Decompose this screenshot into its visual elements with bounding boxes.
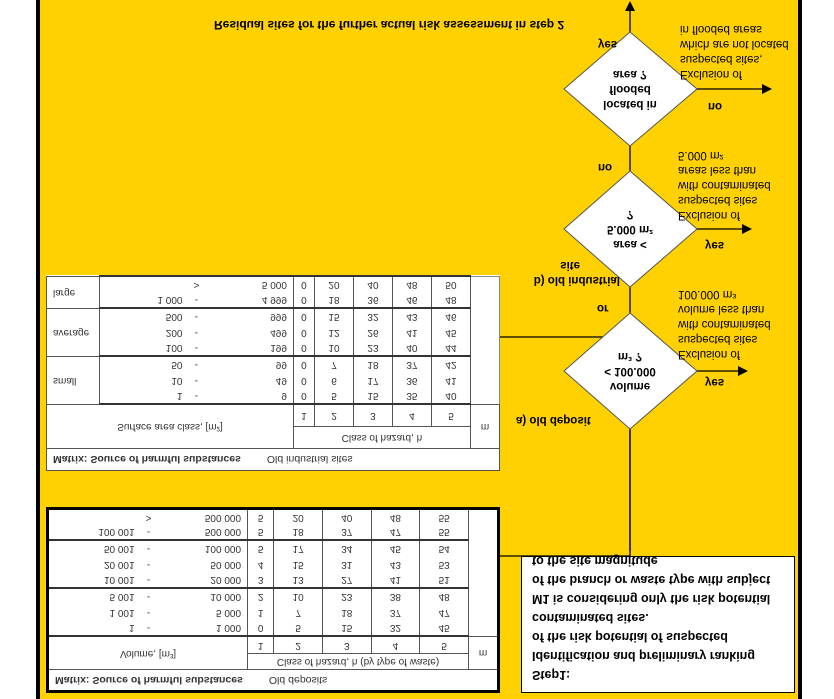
range-to: 500 000 <box>157 509 248 525</box>
range-to: 4 999 <box>204 293 293 309</box>
step1-line: to the site magnitude <box>532 554 658 568</box>
range-from <box>48 509 141 525</box>
d1-arrow-icon <box>738 366 748 376</box>
deposits-table <box>46 507 500 693</box>
score-cell: 32 <box>371 621 420 637</box>
table-row <box>48 525 499 541</box>
class-header: 2 <box>274 637 323 654</box>
class-header: 4 <box>392 405 431 427</box>
score-cell: 18 <box>274 525 323 541</box>
d1-yes-label: yes <box>705 376 725 388</box>
range-sep: - <box>188 293 204 309</box>
score-cell: 36 <box>353 293 392 309</box>
score-cell: 0 <box>293 389 314 405</box>
range-to: 99 <box>204 357 293 373</box>
step1-line: Step1: <box>532 668 571 682</box>
diamond-volume-text <box>580 348 680 393</box>
class-header: 1 <box>293 405 314 427</box>
class-header: 5 <box>420 637 469 654</box>
score-cell: 37 <box>322 525 371 541</box>
score-cell: 0 <box>293 373 314 389</box>
exclusion-line: Exclusion of <box>678 209 741 221</box>
d1-line: < 100.000 <box>604 365 656 377</box>
score-cell: 5 <box>248 525 274 541</box>
score-cell: 15 <box>353 389 392 405</box>
score-cell: 50 <box>431 277 470 293</box>
score-cell: 51 <box>420 573 469 589</box>
score-cell: 7 <box>274 605 323 621</box>
range-to: 100 000 <box>157 541 248 557</box>
score-cell: 15 <box>314 309 353 325</box>
step1-line: Identification and preliminary ranking <box>532 649 755 663</box>
table-row <box>48 621 499 637</box>
score-cell: 34 <box>322 541 371 557</box>
score-cell: 27 <box>322 573 371 589</box>
result-label: Residual sites for the further actual risk assessment in step 2 <box>214 18 565 32</box>
score-cell: 37 <box>371 605 420 621</box>
class-header: 4 <box>371 637 420 654</box>
d2-line: 5.000 m² <box>606 223 654 235</box>
step1-line: of the branch or waste type with subject <box>532 573 771 587</box>
score-cell: 42 <box>431 357 470 373</box>
size-group-label: large <box>47 277 100 309</box>
score-cell: 45 <box>420 621 469 637</box>
score-cell: 53 <box>420 557 469 573</box>
score-cell: 40 <box>431 389 470 405</box>
score-cell: 20 <box>314 277 353 293</box>
range-from: 5 001 <box>48 589 141 605</box>
range-from: 1 <box>100 389 189 405</box>
table-row <box>47 309 500 325</box>
range-from: 1 <box>48 621 141 637</box>
deposits-row-header: Volume, [m³] <box>48 637 248 670</box>
score-cell: 15 <box>274 557 323 573</box>
exclusion-line: in flooded areas <box>680 23 762 35</box>
deposits-title: Matrix: Source of harmful substances Old deposits <box>48 670 499 692</box>
range-sep: - <box>194 327 199 338</box>
step1-box <box>521 556 795 693</box>
score-cell: 48 <box>392 277 431 293</box>
d3-arrow-icon <box>762 84 772 94</box>
score-cell: 46 <box>392 293 431 309</box>
d3-line: area ? <box>613 68 647 80</box>
range-sep: - <box>194 375 199 386</box>
exclusion-line: suspected sites <box>678 333 758 345</box>
score-cell: 41 <box>371 573 420 589</box>
range-from: 1 000 <box>100 293 189 309</box>
table-row <box>47 325 500 341</box>
d2-arrow-icon <box>742 224 752 234</box>
score-cell: 47 <box>371 525 420 541</box>
score-cell: 17 <box>353 373 392 389</box>
score-cell: 1 <box>248 605 274 621</box>
score-cell: 5 <box>314 389 353 405</box>
score-cell: 6 <box>314 373 353 389</box>
table-row <box>47 277 500 293</box>
d1-line: m³ ? <box>617 350 643 362</box>
range-from: 10 001 <box>48 573 141 589</box>
range-to: 1 000 <box>157 621 248 637</box>
score-cell: 43 <box>392 309 431 325</box>
score-cell: 36 <box>392 373 431 389</box>
d2-yes-label: yes <box>705 239 725 251</box>
score-cell: 35 <box>392 389 431 405</box>
range-from: 100 001 <box>48 525 141 541</box>
diamond-flooded-text <box>580 66 680 111</box>
class-header: 1 <box>248 637 274 654</box>
table-row <box>48 589 499 605</box>
industrial-col-group: Class of hazard, h <box>293 427 470 449</box>
score-cell: 46 <box>431 309 470 325</box>
score-cell: 0 <box>293 293 314 309</box>
industrial-row-header: Surface area class, [m²] <box>47 405 294 449</box>
score-cell: 23 <box>353 341 392 357</box>
score-cell: 55 <box>420 525 469 541</box>
d3-line: located in <box>603 98 657 110</box>
score-cell: 0 <box>293 277 314 293</box>
score-cell: 0 <box>293 325 314 341</box>
table-row <box>48 509 499 525</box>
table-row <box>47 373 500 389</box>
range-sep: - <box>146 607 151 618</box>
exclusion-line: areas less than <box>678 164 756 176</box>
score-cell: 26 <box>353 325 392 341</box>
class-header: 3 <box>322 637 371 654</box>
range-to: 199 <box>204 341 293 357</box>
score-cell: 18 <box>353 357 392 373</box>
score-cell: 37 <box>392 357 431 373</box>
range-to: 10 000 <box>157 589 248 605</box>
range-sep: - <box>188 309 204 325</box>
range-to: 5 000 <box>157 605 248 621</box>
d3-line: flooded <box>609 83 651 95</box>
score-cell: 15 <box>322 621 371 637</box>
range-sep: > <box>188 277 204 293</box>
range-from: 1 001 <box>48 605 141 621</box>
range-sep: - <box>188 341 204 357</box>
score-cell: 0 <box>293 309 314 325</box>
score-cell: 0 <box>248 621 274 637</box>
d2-no-label: no <box>598 161 613 173</box>
table-row <box>47 293 500 309</box>
branch-b-label <box>516 257 620 287</box>
range-sep: > <box>141 509 157 525</box>
d3-no-label: no <box>708 100 723 112</box>
score-cell: 0 <box>293 341 314 357</box>
d3-exclusion-text <box>680 21 789 81</box>
range-to: 20 000 <box>157 573 248 589</box>
branch-b-line: b) old industrial <box>533 274 620 286</box>
exclusion-line: with contaminated <box>678 179 771 191</box>
result-arrow-icon <box>625 1 635 11</box>
score-cell: 23 <box>322 589 371 605</box>
range-from: 200 <box>100 325 189 341</box>
score-cell: 5 <box>248 541 274 557</box>
exclusion-line: suspected sites <box>678 194 758 206</box>
diamond-area-text <box>580 206 680 251</box>
step1-line: contaminated sites. <box>532 611 649 625</box>
range-sep: - <box>141 525 157 541</box>
score-cell: 20 <box>274 509 323 525</box>
table-row <box>48 605 499 621</box>
industrial-m-label: m <box>471 405 500 449</box>
class-header: 3 <box>353 405 392 427</box>
score-cell: 54 <box>420 541 469 557</box>
score-cell: 44 <box>431 341 470 357</box>
score-cell: 7 <box>314 357 353 373</box>
score-cell: 40 <box>392 341 431 357</box>
table-row <box>48 557 499 573</box>
or-label: or <box>597 302 609 314</box>
deposits-m-label: m <box>469 637 499 670</box>
size-group-label: average <box>47 309 100 357</box>
table-row <box>47 341 500 357</box>
range-to: 9 <box>204 389 293 405</box>
score-cell: 45 <box>431 325 470 341</box>
industrial-table <box>46 276 500 472</box>
range-sep: - <box>188 389 204 405</box>
exclusion-line: Exclusion of <box>680 68 743 80</box>
exclusion-line: 100.000 m³ <box>678 288 737 300</box>
range-sep: - <box>141 541 157 557</box>
exclusion-line: 5.000 m² <box>678 149 724 161</box>
score-cell: 31 <box>322 557 371 573</box>
table-row <box>47 357 500 373</box>
score-cell: 0 <box>293 357 314 373</box>
table-row <box>47 389 500 405</box>
score-cell: 48 <box>371 509 420 525</box>
range-from: 50 001 <box>48 541 141 557</box>
table-row <box>48 573 499 589</box>
score-cell: 18 <box>314 293 353 309</box>
score-cell: 5 <box>274 621 323 637</box>
industrial-title: Matrix: Source of harmful substances Old industrial sites <box>47 449 500 471</box>
range-sep: - <box>141 621 157 637</box>
range-from: 50 <box>100 357 189 373</box>
d3-yes-label: yes <box>598 38 618 50</box>
exclusion-line: suspected sites, <box>680 53 763 65</box>
range-from: 10 <box>100 373 189 389</box>
d1-exclusion-text <box>678 286 771 361</box>
exclusion-line: with contaminated <box>678 318 771 330</box>
score-cell: 40 <box>322 509 371 525</box>
table-row <box>48 541 499 557</box>
range-from: 20 001 <box>48 557 141 573</box>
score-cell: 43 <box>371 557 420 573</box>
d2-exclusion-text <box>678 147 771 222</box>
d2-line: ? <box>626 208 634 220</box>
score-cell: 4 <box>248 557 274 573</box>
score-cell: 17 <box>274 541 323 557</box>
score-cell: 40 <box>353 277 392 293</box>
score-cell: 12 <box>314 325 353 341</box>
score-cell: 18 <box>322 605 371 621</box>
score-cell: 55 <box>420 509 469 525</box>
score-cell: 10 <box>314 341 353 357</box>
range-from: 500 <box>100 309 189 325</box>
range-to: 5 000 <box>204 277 293 293</box>
score-cell: 2 <box>248 589 274 605</box>
range-sep: - <box>141 573 157 589</box>
score-cell: 41 <box>431 373 470 389</box>
score-cell: 47 <box>420 605 469 621</box>
d1-line: volume <box>609 380 651 392</box>
range-from <box>100 277 189 293</box>
exclusion-line: volume less than <box>678 303 765 315</box>
exclusion-line: Exclusion of <box>678 348 741 360</box>
branch-a-label: a) old deposit <box>516 414 591 426</box>
range-from: 100 <box>100 341 189 357</box>
score-cell: 5 <box>248 509 274 525</box>
d2-line: area < <box>613 238 647 250</box>
score-cell: 38 <box>371 589 420 605</box>
range-to: 499 <box>204 325 293 341</box>
branch-b-line: site <box>560 259 580 271</box>
range-to: 999 <box>204 309 293 325</box>
score-cell: 10 <box>274 589 323 605</box>
range-to: 500 000 <box>157 525 248 541</box>
step1-line: of the risk potential of suspected <box>532 630 728 644</box>
step1-line: M1 is considering only the risk potential <box>532 592 771 606</box>
size-group-label: small <box>47 357 100 405</box>
range-sep: - <box>188 357 204 373</box>
score-cell: 48 <box>431 293 470 309</box>
deposits-col-group: Class of hazard, h (by type of waste) <box>248 654 469 670</box>
score-cell: 3 <box>248 573 274 589</box>
range-sep: - <box>141 589 157 605</box>
range-to: 50 000 <box>157 557 248 573</box>
range-to: 49 <box>204 373 293 389</box>
class-header: 2 <box>314 405 353 427</box>
class-header: 5 <box>431 405 470 427</box>
score-cell: 45 <box>371 541 420 557</box>
score-cell: 48 <box>420 589 469 605</box>
score-cell: 13 <box>274 573 323 589</box>
score-cell: 41 <box>392 325 431 341</box>
score-cell: 32 <box>353 309 392 325</box>
range-sep: - <box>146 559 151 570</box>
exclusion-line: which are not located <box>680 38 789 50</box>
